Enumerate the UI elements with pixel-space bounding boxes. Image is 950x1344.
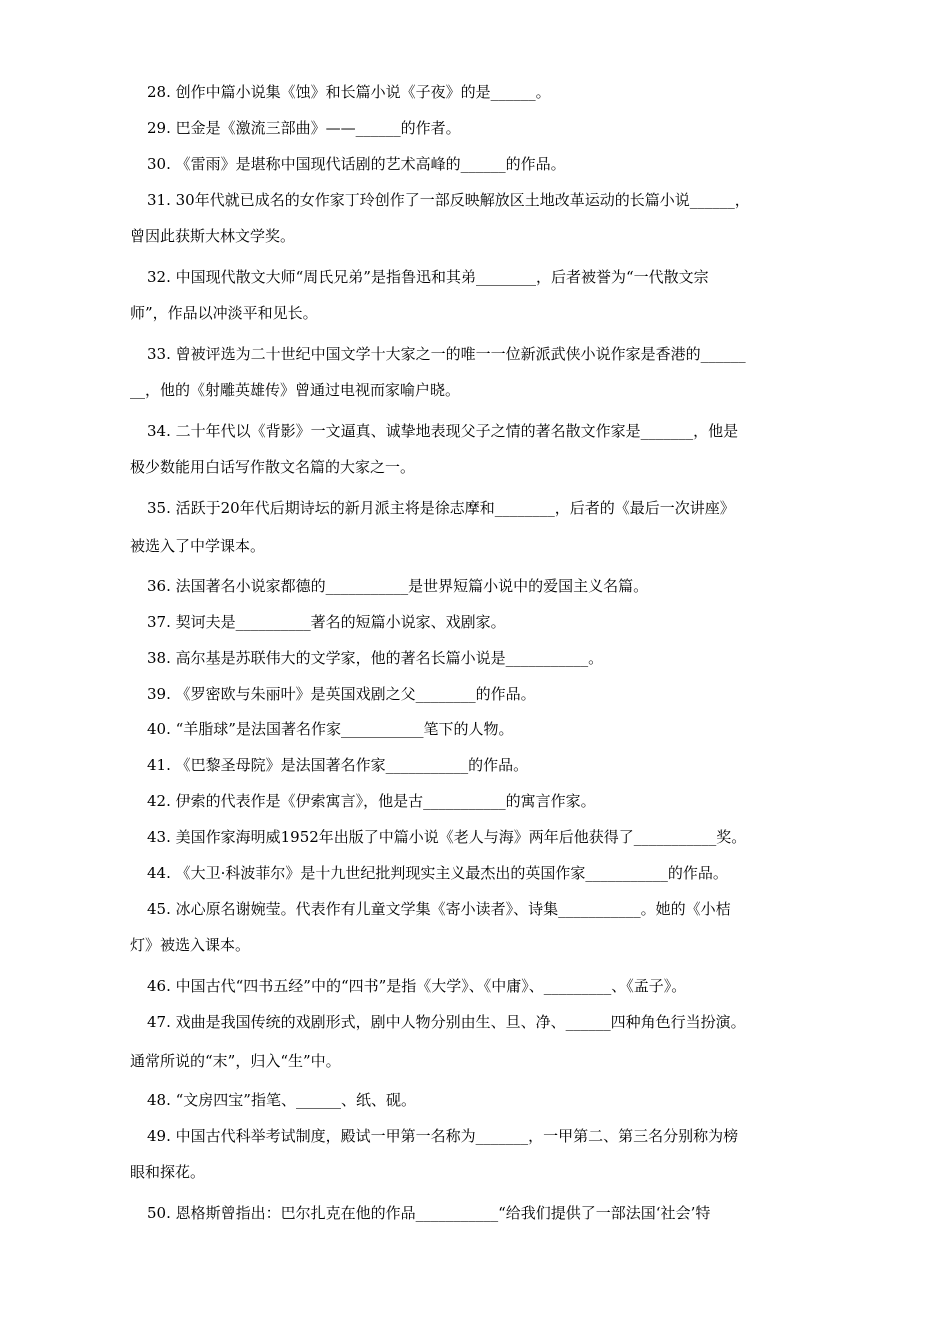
question-text: 36. 法国著名小说家都德的___________是世界短篇小说中的爱国主义名篇。 — [147, 577, 649, 595]
question-text-continued: 通常所说的“末”，归入“生”中。 — [130, 1052, 341, 1070]
question-text: 49. 中国古代科举考试制度，殿试一甲第一名称为_______，一甲第二、第三名分别称为榜 — [147, 1127, 739, 1145]
question-text: 31. 30年代就已成名的女作家丁玲创作了一部反映解放区土地改革运动的长篇小说______， — [147, 191, 750, 209]
question-text: 44. 《大卫·科波菲尔》是十九世纪批判现实主义最杰出的英国作家___________的作品。 — [147, 864, 728, 882]
question-text: 48. “文房四宝”指笔、______、纸、砚。 — [147, 1091, 416, 1109]
question-49 — [130, 1126, 830, 1182]
question-text-continued: 曾因此获斯大林文学奖。 — [130, 227, 296, 245]
question-text-continued: 极少数能用白话写作散文名篇的大家之一。 — [130, 458, 416, 476]
question-text: 42. 伊索的代表作是《伊索寓言》，他是古___________的寓言作家。 — [147, 792, 596, 810]
question-45 — [130, 899, 830, 955]
question-text: 45. 冰心原名谢婉莹。代表作有儿童文学集《寄小读者》、诗集___________。她的《小桔 — [147, 900, 731, 918]
question-46 — [130, 976, 830, 996]
question-40 — [130, 719, 830, 739]
question-text: 35. 活跃于20年代后期诗坛的新月派主将是徐志摩和________，后者的《最后一次讲座》 — [147, 499, 735, 517]
question-47 — [130, 1012, 830, 1071]
question-text: 32. 中国现代散文大师“周氏兄弟”是指鲁迅和其弟________，后者被誉为“一代散文宗 — [147, 268, 709, 286]
question-text: 37. 契诃夫是__________著名的短篇小说家、戏剧家。 — [147, 613, 506, 631]
question-41 — [130, 755, 830, 775]
question-text: 40. “羊脂球”是法国著名作家___________笔下的人物。 — [147, 720, 514, 738]
question-text: 30. 《雷雨》是堪称中国现代话剧的艺术高峰的______的作品。 — [147, 155, 566, 173]
question-text-continued: 眼和探花。 — [130, 1163, 206, 1181]
question-text: 34. 二十年代以《背影》一文逼真、诚挚地表现父子之情的著名散文作家是_______，他是 — [147, 422, 739, 440]
question-34 — [130, 421, 830, 477]
question-text: 47. 戏曲是我国传统的戏剧形式，剧中人物分别由生、旦、净、______四种角色行当扮演。 — [147, 1013, 746, 1031]
question-text: 38. 高尔基是苏联伟大的文学家，他的著名长篇小说是___________。 — [147, 649, 604, 667]
question-text: 50. 恩格斯曾指出：巴尔扎克在他的作品___________“给我们提供了一部法国‘社会’特 — [147, 1204, 711, 1222]
question-48 — [130, 1090, 830, 1110]
question-43 — [130, 827, 830, 847]
question-text: 33. 曾被评选为二十世纪中国文学十大家之一的唯一一位新派武侠小说作家是香港的______ — [147, 345, 746, 363]
question-text-continued: 师”，作品以冲淡平和见长。 — [130, 304, 318, 322]
question-text: 28. 创作中篇小说集《蚀》和长篇小说《子夜》的是______。 — [147, 83, 551, 101]
question-text-continued: 灯》被选入课本。 — [130, 936, 251, 954]
question-text: 29. 巴金是《激流三部曲》——______的作者。 — [147, 119, 461, 137]
question-31 — [130, 190, 830, 246]
question-35 — [130, 498, 830, 556]
question-text: 39. 《罗密欧与朱丽叶》是英国戏剧之父________的作品。 — [147, 685, 536, 703]
question-text-continued: 被选入了中学课本。 — [130, 537, 266, 555]
question-text: 46. 中国古代“四书五经”中的“四书”是指《大学》、《中庸》、_________、《孟子》。 — [147, 977, 687, 995]
question-42 — [130, 791, 830, 811]
question-33 — [130, 344, 830, 400]
question-36 — [130, 576, 830, 596]
question-50 — [130, 1203, 830, 1223]
question-38 — [130, 648, 830, 668]
question-30 — [130, 154, 830, 174]
question-39 — [130, 684, 830, 704]
question-44 — [130, 863, 830, 883]
question-text: 43. 美国作家海明威1952年出版了中篇小说《老人与海》两年后他获得了___________奖。 — [147, 828, 747, 846]
question-28 — [130, 82, 830, 102]
question-text: 41. 《巴黎圣母院》是法国著名作家___________的作品。 — [147, 756, 529, 774]
question-29 — [130, 118, 830, 138]
question-32 — [130, 267, 830, 323]
question-text-continued: __，他的《射雕英雄传》曾通过电视而家喻户晓。 — [130, 381, 461, 399]
question-37 — [130, 612, 830, 632]
